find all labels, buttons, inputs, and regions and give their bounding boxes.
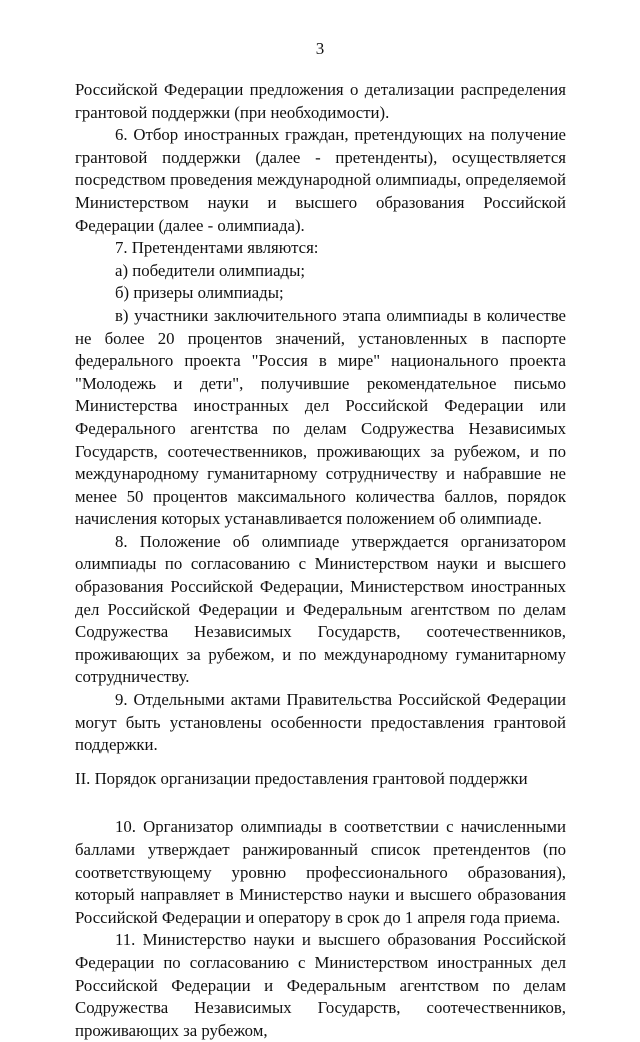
paragraph-continuation: Российской Федерации предложения о детализации распределения грантовой поддержки (при необходимости). <box>75 80 566 122</box>
paragraph-7a: а) победители олимпиады; <box>115 260 306 280</box>
paragraph-7: 7. Претендентами являются: <box>115 238 319 258</box>
paragraph-6: 6. Отбор иностранных граждан, претендующих на получение грантовой поддержки (далее - претенденты), осуществляется посредством проведения международной олимпиады, определяемой Министерством науки и высшего образования Российской Федерации (далее - олимпиада). <box>75 125 566 235</box>
paragraph-11: 11. Министерство науки и высшего образования Российской Федерации по согласованию с Министерством иностранных дел Российской Федерации и Федеральным агентством по делам Содружества Независимых Государств, соотечественников, проживающих за рубежом, <box>75 930 566 1040</box>
page-number: 3 <box>315 39 325 58</box>
paragraph-10: 10. Организатор олимпиады в соответствии с начисленными баллами утверждает ранжированный список претендентов (по соответствующему уровню профессионального образования), который направляет в Министерство науки и высшего образования Российской Федерации и оператору в срок до 1 апреля года приема. <box>75 817 566 927</box>
paragraph-7c: в) участники заключительного этапа олимпиады в количестве не более 20 процентов значений, установленных в паспорте федерального проекта "Россия в мире" национального проекта "Молодежь и дети", получившие рекомендательное письмо Министерства иностранных дел Российской Федерации или Федерального агентства по делам Содружества Независимых Государств, соотечественников, проживающих за рубежом, и по международному гуманитарному сотрудничеству и набравшие не менее 50 процентов максимального количества баллов, порядок начисления которых устанавливается положением об олимпиаде. <box>75 305 566 529</box>
section-heading: II. Порядок организации предоставления грантовой поддержки <box>75 768 528 788</box>
paragraph-8: 8. Положение об олимпиаде утверждается организатором олимпиады по согласованию с Министерством науки и высшего образования Российской Федерации, Министерством иностранных дел Российской Федерации и Федеральным агентством по делам Содружества Независимых Государств, соотечественников, проживающих за рубежом, и по международному гуманитарному сотрудничеству. <box>75 531 566 687</box>
paragraph-9: 9. Отдельными актами Правительства Российской Федерации могут быть установлены особенности предоставления грантовой поддержки. <box>75 690 566 755</box>
document-body <box>75 79 566 1042</box>
paragraph-7b: б) призеры олимпиады; <box>115 283 284 303</box>
